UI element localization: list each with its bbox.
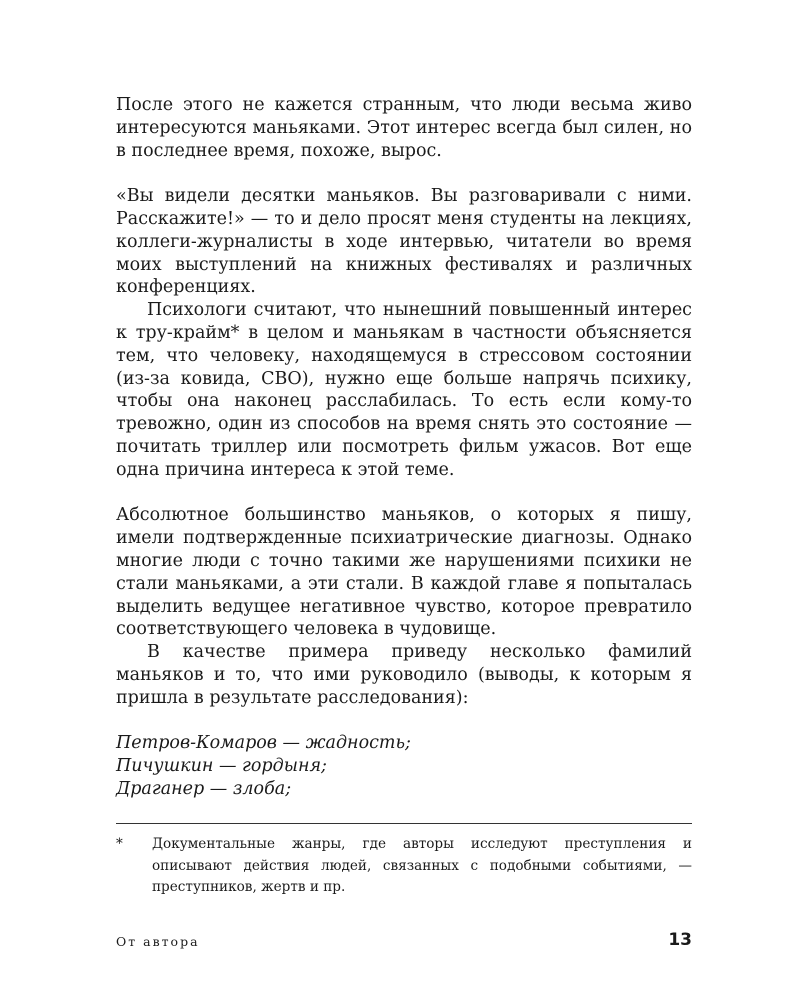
- running-title: От автора: [116, 934, 200, 949]
- paragraph-gap: [116, 482, 692, 505]
- page-number: 13: [668, 930, 692, 950]
- paragraph-gap: [116, 710, 692, 733]
- paragraph-gap: [116, 162, 692, 185]
- footnote-divider: [116, 823, 692, 824]
- list-item: Драганер — злоба;: [116, 778, 292, 799]
- footnote: [116, 834, 692, 899]
- list-item: Пичушкин — гордыня;: [116, 756, 327, 777]
- paragraph-quote: «Вы видели десятки маньяков. Вы разговаривали с ними. Расскажите!» — то и дело просят меня студенты на лекциях, коллеги-журналисты в ходе интервью, читатели во время моих выступлений на книжных фестивалях и различных конференциях.: [116, 186, 692, 298]
- list-item: Петров-Комаров — жадность;: [116, 733, 411, 754]
- paragraph-diagnoses: Абсолютное большинство маньяков, о которых я пишу, имели подтвержденные психиатрические диагнозы. Однако многие люди с точно такими же нарушениями психики не стали маньяками, а эти стали. В каждой главе я попыталась выделить ведущее негативное чувство, которое превратило соответствующего человека в чудовище.: [116, 505, 692, 640]
- footnote-text: Документальные жанры, где авторы исследуют преступления и описывают действия людей, связанных с подобными событиями, — преступников, жертв и пр.: [152, 836, 692, 895]
- page-body: [116, 94, 692, 801]
- paragraph-examples: В качестве примера приведу несколько фамилий маньяков и то, что ими руководило (выводы, к которым я пришла в результате расследования):: [116, 642, 692, 708]
- paragraph-interest: После этого не кажется странным, что люди весьма живо интересуются маньяками. Этот интерес всегда был силен, но в последнее время, похоже, вырос.: [116, 95, 692, 161]
- paragraph-psychologists: Психологи считают, что нынешний повышенный интерес к тру-крайм* в целом и маньякам в частности объясняется тем, что человеку, находящемуся в стрессовом состоянии (из-за ковида, СВО), нужно еще больше напрячь психику, чтобы она наконец расслабилась. То есть если кому-то тревожно, один из способов на время снять это состояние — почитать триллер или посмотреть фильм ужасов. Вот еще одна причина интереса к этой теме.: [116, 300, 692, 480]
- footnote-mark: *: [116, 836, 123, 852]
